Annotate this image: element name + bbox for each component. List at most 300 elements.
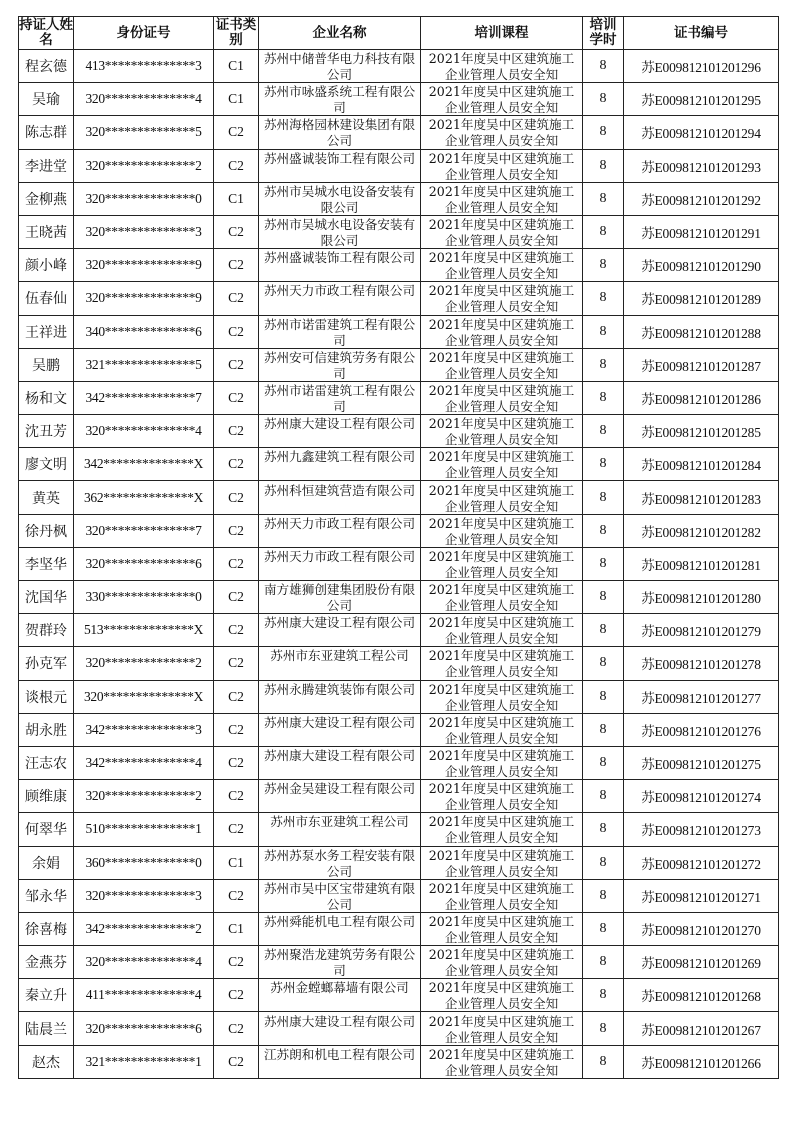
category-cell: C2: [214, 249, 259, 282]
course-cell-text: 2021年度吴中区建筑施工企业管理人员安全知: [428, 150, 575, 182]
category-cell: C2: [214, 282, 259, 315]
cert-number-cell: 苏E009812101201274: [624, 780, 779, 813]
hours-cell: 8: [583, 780, 624, 813]
table-row: [19, 116, 779, 149]
category-cell: C2: [214, 879, 259, 912]
header-course: 培训课程: [421, 17, 583, 50]
enterprise-cell: [259, 946, 421, 979]
hours-cell: 8: [583, 581, 624, 614]
table-row: [19, 614, 779, 647]
table-row: [19, 647, 779, 680]
holder-name-cell: 顾维康: [19, 780, 74, 813]
holder-name-cell: 李坚华: [19, 547, 74, 580]
course-cell-text: 2021年度吴中区建筑施工企业管理人员安全知: [428, 980, 575, 1012]
enterprise-cell-text: 南方雄狮创建集团股份有限公司: [263, 582, 416, 614]
course-cell-text: 2021年度吴中区建筑施工企业管理人员安全知: [428, 349, 575, 381]
id-number-cell: 321**************5: [74, 348, 214, 381]
course-cell-text: 2021年度吴中区建筑施工企业管理人员安全知: [428, 582, 575, 614]
hours-cell: 8: [583, 415, 624, 448]
enterprise-cell: [259, 215, 421, 248]
id-number-cell: 342**************2: [74, 912, 214, 945]
enterprise-cell: [259, 50, 421, 83]
course-cell: [421, 315, 583, 348]
hours-cell: 8: [583, 83, 624, 116]
table-row: [19, 846, 779, 879]
course-cell-text: 2021年度吴中区建筑施工企业管理人员安全知: [428, 748, 575, 780]
enterprise-cell: [259, 713, 421, 746]
course-cell: [421, 581, 583, 614]
course-cell-text: 2021年度吴中区建筑施工企业管理人员安全知: [428, 183, 575, 215]
enterprise-cell: [259, 381, 421, 414]
category-cell: C2: [214, 116, 259, 149]
course-cell: [421, 116, 583, 149]
course-cell: [421, 182, 583, 215]
table-row: [19, 249, 779, 282]
cert-number-cell: 苏E009812101201285: [624, 415, 779, 448]
enterprise-cell: [259, 315, 421, 348]
category-cell: C1: [214, 83, 259, 116]
id-number-cell: 320**************9: [74, 282, 214, 315]
category-cell: C2: [214, 780, 259, 813]
holder-name-cell: 金柳燕: [19, 182, 74, 215]
course-cell-text: 2021年度吴中区建筑施工企业管理人员安全知: [428, 847, 575, 879]
category-cell: C2: [214, 713, 259, 746]
id-number-cell: 320**************2: [74, 647, 214, 680]
course-cell: [421, 381, 583, 414]
table-header: [19, 17, 779, 50]
category-cell: C2: [214, 813, 259, 846]
cert-number-cell: 苏E009812101201283: [624, 481, 779, 514]
enterprise-cell-text: 苏州康大建设工程有限公司: [263, 748, 416, 764]
category-cell: C1: [214, 912, 259, 945]
cert-number-cell: 苏E009812101201292: [624, 182, 779, 215]
table-row: [19, 581, 779, 614]
course-cell-text: 2021年度吴中区建筑施工企业管理人员安全知: [428, 947, 575, 979]
enterprise-cell-text: 苏州科恒建筑营造有限公司: [263, 482, 416, 498]
header-row: [19, 17, 779, 50]
course-cell-text: 2021年度吴中区建筑施工企业管理人员安全知: [428, 482, 575, 514]
category-cell: C2: [214, 315, 259, 348]
course-cell-text: 2021年度吴中区建筑施工企业管理人员安全知: [428, 416, 575, 448]
table-row: [19, 315, 779, 348]
header-category: 证书类别: [214, 17, 259, 50]
hours-cell: 8: [583, 348, 624, 381]
cert-number-cell: 苏E009812101201287: [624, 348, 779, 381]
id-number-cell: 320**************X: [74, 680, 214, 713]
course-cell: [421, 249, 583, 282]
enterprise-cell-text: 苏州市咏盛系统工程有限公司: [263, 84, 416, 116]
holder-name-cell: 沈国华: [19, 581, 74, 614]
course-cell: [421, 680, 583, 713]
category-cell: C2: [214, 415, 259, 448]
enterprise-cell-text: 苏州康大建设工程有限公司: [263, 714, 416, 730]
hours-cell: 8: [583, 215, 624, 248]
id-number-cell: 320**************6: [74, 547, 214, 580]
enterprise-cell: [259, 547, 421, 580]
hours-cell: 8: [583, 315, 624, 348]
course-cell: [421, 746, 583, 779]
id-number-cell: 320**************4: [74, 946, 214, 979]
enterprise-cell: [259, 83, 421, 116]
course-cell-text: 2021年度吴中区建筑施工企业管理人员安全知: [428, 316, 575, 348]
holder-name-cell: 程玄德: [19, 50, 74, 83]
cert-number-cell: 苏E009812101201269: [624, 946, 779, 979]
course-cell-text: 2021年度吴中区建筑施工企业管理人员安全知: [428, 814, 575, 846]
hours-cell: 8: [583, 116, 624, 149]
id-number-cell: 320**************4: [74, 415, 214, 448]
enterprise-cell: [259, 448, 421, 481]
course-cell: [421, 647, 583, 680]
cert-number-cell: 苏E009812101201296: [624, 50, 779, 83]
enterprise-cell-text: 苏州市吴城水电设备安装有限公司: [263, 217, 416, 249]
category-cell: C2: [214, 1012, 259, 1045]
table-row: [19, 1045, 779, 1078]
category-cell: C2: [214, 381, 259, 414]
enterprise-cell-text: 苏州市诺雷建筑工程有限公司: [263, 382, 416, 414]
hours-cell: 8: [583, 647, 624, 680]
course-cell-text: 2021年度吴中区建筑施工企业管理人员安全知: [428, 449, 575, 481]
id-number-cell: 320**************2: [74, 149, 214, 182]
holder-name-cell: 李进堂: [19, 149, 74, 182]
id-number-cell: 342**************7: [74, 381, 214, 414]
holder-name-cell: 赵杰: [19, 1045, 74, 1078]
table-row: [19, 415, 779, 448]
enterprise-cell-text: 苏州盛诚装饰工程有限公司: [263, 150, 416, 166]
id-number-cell: 320**************5: [74, 116, 214, 149]
cert-number-cell: 苏E009812101201276: [624, 713, 779, 746]
hours-cell: 8: [583, 680, 624, 713]
enterprise-cell-text: 苏州九鑫建筑工程有限公司: [263, 449, 416, 465]
table-row: [19, 182, 779, 215]
category-cell: C2: [214, 1045, 259, 1078]
table-row: [19, 448, 779, 481]
hours-cell: 8: [583, 514, 624, 547]
enterprise-cell-text: 苏州康大建设工程有限公司: [263, 416, 416, 432]
course-cell: [421, 149, 583, 182]
course-cell: [421, 83, 583, 116]
cert-number-cell: 苏E009812101201284: [624, 448, 779, 481]
cert-number-cell: 苏E009812101201272: [624, 846, 779, 879]
cert-number-cell: 苏E009812101201268: [624, 979, 779, 1012]
course-cell: [421, 448, 583, 481]
category-cell: C2: [214, 547, 259, 580]
cert-number-cell: 苏E009812101201278: [624, 647, 779, 680]
enterprise-cell-text: 苏州市诺雷建筑工程有限公司: [263, 316, 416, 348]
course-cell: [421, 50, 583, 83]
table-row: [19, 514, 779, 547]
course-cell-text: 2021年度吴中区建筑施工企业管理人员安全知: [428, 1046, 575, 1078]
course-cell: [421, 979, 583, 1012]
cert-number-cell: 苏E009812101201279: [624, 614, 779, 647]
category-cell: C2: [214, 149, 259, 182]
table-row: [19, 348, 779, 381]
enterprise-cell-text: 苏州天力市政工程有限公司: [263, 548, 416, 564]
course-cell-text: 2021年度吴中区建筑施工企业管理人员安全知: [428, 217, 575, 249]
id-number-cell: 360**************0: [74, 846, 214, 879]
enterprise-cell: [259, 813, 421, 846]
table-row: [19, 50, 779, 83]
cert-number-cell: 苏E009812101201293: [624, 149, 779, 182]
enterprise-cell-text: 苏州金螳螂幕墙有限公司: [270, 980, 409, 996]
certificate-table: [18, 16, 779, 1079]
category-cell: C2: [214, 614, 259, 647]
course-cell: [421, 813, 583, 846]
course-cell: [421, 780, 583, 813]
enterprise-cell-text: 苏州舜能机电工程有限公司: [263, 913, 416, 929]
table-row: [19, 215, 779, 248]
cert-number-cell: 苏E009812101201288: [624, 315, 779, 348]
category-cell: C1: [214, 182, 259, 215]
holder-name-cell: 汪志农: [19, 746, 74, 779]
id-number-cell: 342**************4: [74, 746, 214, 779]
course-cell: [421, 879, 583, 912]
hours-cell: 8: [583, 1012, 624, 1045]
enterprise-cell: [259, 581, 421, 614]
header-id: 身份证号: [74, 17, 214, 50]
enterprise-cell: [259, 846, 421, 879]
course-cell-text: 2021年度吴中区建筑施工企业管理人员安全知: [428, 714, 575, 746]
course-cell-text: 2021年度吴中区建筑施工企业管理人员安全知: [428, 283, 575, 315]
table-row: [19, 746, 779, 779]
category-cell: C2: [214, 481, 259, 514]
holder-name-cell: 杨和文: [19, 381, 74, 414]
hours-cell: 8: [583, 149, 624, 182]
enterprise-cell: [259, 647, 421, 680]
cert-number-cell: 苏E009812101201273: [624, 813, 779, 846]
course-cell-text: 2021年度吴中区建筑施工企业管理人员安全知: [428, 84, 575, 116]
id-number-cell: 321**************1: [74, 1045, 214, 1078]
hours-cell: 8: [583, 547, 624, 580]
hours-cell: 8: [583, 182, 624, 215]
enterprise-cell-text: 苏州市吴城水电设备安装有限公司: [263, 183, 416, 215]
cert-number-cell: 苏E009812101201289: [624, 282, 779, 315]
category-cell: C2: [214, 348, 259, 381]
table-row: [19, 979, 779, 1012]
id-number-cell: 320**************2: [74, 780, 214, 813]
enterprise-cell: [259, 1045, 421, 1078]
enterprise-cell: [259, 249, 421, 282]
id-number-cell: 411**************4: [74, 979, 214, 1012]
id-number-cell: 320**************3: [74, 879, 214, 912]
enterprise-cell-text: 苏州康大建设工程有限公司: [263, 1013, 416, 1029]
table-row: [19, 149, 779, 182]
cert-number-cell: 苏E009812101201282: [624, 514, 779, 547]
enterprise-cell-text: 苏州金吴建设工程有限公司: [263, 781, 416, 797]
id-number-cell: 342**************3: [74, 713, 214, 746]
cert-number-cell: 苏E009812101201267: [624, 1012, 779, 1045]
course-cell-text: 2021年度吴中区建筑施工企业管理人员安全知: [428, 913, 575, 945]
enterprise-cell: [259, 1012, 421, 1045]
category-cell: C2: [214, 215, 259, 248]
course-cell: [421, 547, 583, 580]
category-cell: C2: [214, 514, 259, 547]
id-number-cell: 362**************X: [74, 481, 214, 514]
category-cell: C2: [214, 448, 259, 481]
cert-number-cell: 苏E009812101201277: [624, 680, 779, 713]
enterprise-cell: [259, 182, 421, 215]
course-cell-text: 2021年度吴中区建筑施工企业管理人员安全知: [428, 117, 575, 149]
header-enterprise: 企业名称: [259, 17, 421, 50]
category-cell: C2: [214, 946, 259, 979]
enterprise-cell-text: 苏州康大建设工程有限公司: [263, 615, 416, 631]
id-number-cell: 320**************0: [74, 182, 214, 215]
course-cell: [421, 846, 583, 879]
holder-name-cell: 吴瑜: [19, 83, 74, 116]
category-cell: C1: [214, 50, 259, 83]
cert-number-cell: 苏E009812101201295: [624, 83, 779, 116]
id-number-cell: 320**************7: [74, 514, 214, 547]
enterprise-cell-text: 江苏朗和机电工程有限公司: [263, 1046, 416, 1062]
course-cell-text: 2021年度吴中区建筑施工企业管理人员安全知: [428, 382, 575, 414]
id-number-cell: 330**************0: [74, 581, 214, 614]
holder-name-cell: 何翠华: [19, 813, 74, 846]
enterprise-cell: [259, 979, 421, 1012]
category-cell: C1: [214, 846, 259, 879]
id-number-cell: 510**************1: [74, 813, 214, 846]
id-number-cell: 320**************3: [74, 215, 214, 248]
course-cell: [421, 348, 583, 381]
enterprise-cell-text: 苏州苏泵水务工程安装有限公司: [263, 847, 416, 879]
enterprise-cell: [259, 780, 421, 813]
holder-name-cell: 颜小峰: [19, 249, 74, 282]
course-cell-text: 2021年度吴中区建筑施工企业管理人员安全知: [428, 681, 575, 713]
enterprise-cell: [259, 149, 421, 182]
enterprise-cell: [259, 746, 421, 779]
course-cell: [421, 946, 583, 979]
hours-cell: 8: [583, 746, 624, 779]
table-row: [19, 381, 779, 414]
holder-name-cell: 秦立升: [19, 979, 74, 1012]
table-body: [19, 50, 779, 1079]
enterprise-cell-text: 苏州盛诚装饰工程有限公司: [263, 250, 416, 266]
header-hours: 培训学时: [583, 17, 624, 50]
table-row: [19, 680, 779, 713]
hours-cell: 8: [583, 50, 624, 83]
table-row: [19, 912, 779, 945]
course-cell: [421, 1045, 583, 1078]
hours-cell: 8: [583, 381, 624, 414]
hours-cell: 8: [583, 912, 624, 945]
course-cell-text: 2021年度吴中区建筑施工企业管理人员安全知: [428, 880, 575, 912]
course-cell: [421, 282, 583, 315]
enterprise-cell-text: 苏州永腾建筑装饰有限公司: [263, 681, 416, 697]
hours-cell: 8: [583, 249, 624, 282]
id-number-cell: 320**************9: [74, 249, 214, 282]
table-row: [19, 780, 779, 813]
category-cell: C2: [214, 979, 259, 1012]
course-cell: [421, 415, 583, 448]
id-number-cell: 320**************4: [74, 83, 214, 116]
cert-number-cell: 苏E009812101201290: [624, 249, 779, 282]
holder-name-cell: 贺群玲: [19, 614, 74, 647]
category-cell: C2: [214, 647, 259, 680]
header-cert: 证书编号: [624, 17, 779, 50]
hours-cell: 8: [583, 481, 624, 514]
enterprise-cell-text: 苏州海格园林建设集团有限公司: [263, 117, 416, 149]
holder-name-cell: 孙克军: [19, 647, 74, 680]
holder-name-cell: 王晓茜: [19, 215, 74, 248]
certificate-list-page: [18, 16, 778, 1079]
holder-name-cell: 金燕芬: [19, 946, 74, 979]
id-number-cell: 320**************6: [74, 1012, 214, 1045]
enterprise-cell: [259, 614, 421, 647]
category-cell: C2: [214, 581, 259, 614]
course-cell: [421, 912, 583, 945]
table-row: [19, 83, 779, 116]
table-row: [19, 946, 779, 979]
category-cell: C2: [214, 746, 259, 779]
course-cell: [421, 514, 583, 547]
id-number-cell: 513**************X: [74, 614, 214, 647]
enterprise-cell: [259, 282, 421, 315]
enterprise-cell-text: 苏州中储普华电力科技有限公司: [263, 51, 416, 83]
category-cell: C2: [214, 680, 259, 713]
enterprise-cell-text: 苏州市东亚建筑工程公司: [270, 648, 409, 664]
course-cell: [421, 614, 583, 647]
holder-name-cell: 陈志群: [19, 116, 74, 149]
hours-cell: 8: [583, 879, 624, 912]
table-row: [19, 547, 779, 580]
enterprise-cell: [259, 514, 421, 547]
cert-number-cell: 苏E009812101201275: [624, 746, 779, 779]
enterprise-cell: [259, 912, 421, 945]
enterprise-cell-text: 苏州安可信建筑劳务有限公司: [263, 349, 416, 381]
header-name: 持证人姓名: [19, 17, 73, 48]
holder-name-cell: 陆晨兰: [19, 1012, 74, 1045]
enterprise-cell: [259, 481, 421, 514]
course-cell: [421, 713, 583, 746]
holder-name-cell: 王祥进: [19, 315, 74, 348]
enterprise-cell: [259, 348, 421, 381]
cert-number-cell: 苏E009812101201286: [624, 381, 779, 414]
holder-name-cell: 谈根元: [19, 680, 74, 713]
enterprise-cell: [259, 116, 421, 149]
enterprise-cell-text: 苏州聚浩龙建筑劳务有限公司: [263, 947, 416, 979]
hours-cell: 8: [583, 846, 624, 879]
holder-name-cell: 徐喜梅: [19, 912, 74, 945]
enterprise-cell-text: 苏州市吴中区宝带建筑有限公司: [263, 880, 416, 912]
cert-number-cell: 苏E009812101201271: [624, 879, 779, 912]
course-cell-text: 2021年度吴中区建筑施工企业管理人员安全知: [428, 615, 575, 647]
hours-cell: 8: [583, 448, 624, 481]
enterprise-cell: [259, 879, 421, 912]
hours-cell: 8: [583, 713, 624, 746]
table-row: [19, 1012, 779, 1045]
course-cell: [421, 1012, 583, 1045]
holder-name-cell: 吴鹏: [19, 348, 74, 381]
course-cell: [421, 215, 583, 248]
enterprise-cell-text: 苏州天力市政工程有限公司: [263, 515, 416, 531]
cert-number-cell: 苏E009812101201291: [624, 215, 779, 248]
course-cell-text: 2021年度吴中区建筑施工企业管理人员安全知: [428, 648, 575, 680]
holder-name-cell: 黄英: [19, 481, 74, 514]
course-cell-text: 2021年度吴中区建筑施工企业管理人员安全知: [428, 548, 575, 580]
hours-cell: 8: [583, 813, 624, 846]
id-number-cell: 342**************X: [74, 448, 214, 481]
course-cell-text: 2021年度吴中区建筑施工企业管理人员安全知: [428, 1013, 575, 1045]
holder-name-cell: 邹永华: [19, 879, 74, 912]
course-cell-text: 2021年度吴中区建筑施工企业管理人员安全知: [428, 515, 575, 547]
holder-name-cell: 徐丹枫: [19, 514, 74, 547]
table-row: [19, 713, 779, 746]
cert-number-cell: 苏E009812101201270: [624, 912, 779, 945]
hours-cell: 8: [583, 282, 624, 315]
table-row: [19, 481, 779, 514]
enterprise-cell: [259, 415, 421, 448]
cert-number-cell: 苏E009812101201280: [624, 581, 779, 614]
cert-number-cell: 苏E009812101201266: [624, 1045, 779, 1078]
course-cell-text: 2021年度吴中区建筑施工企业管理人员安全知: [428, 781, 575, 813]
